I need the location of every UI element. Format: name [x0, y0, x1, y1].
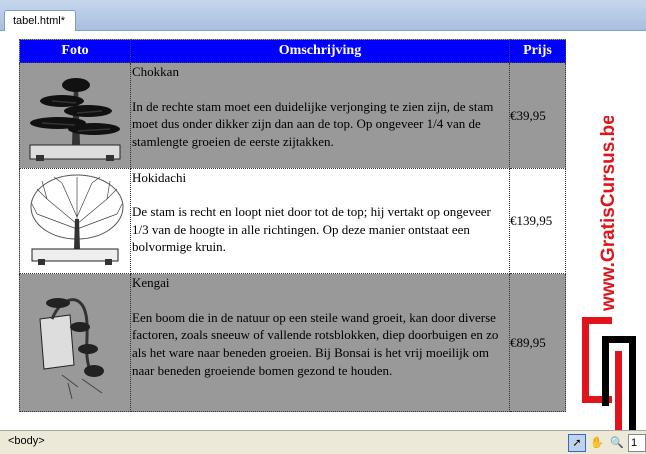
product-price: €89,95	[510, 334, 546, 350]
price-cell[interactable]	[510, 63, 566, 169]
select-tool-icon[interactable]: ➚	[568, 434, 586, 452]
tab-label: tabel.html*	[13, 15, 65, 27]
header-description: Omschrijving	[131, 40, 510, 63]
bonsai-hokidachi-image	[22, 169, 128, 269]
status-tools	[568, 434, 646, 450]
tab-tabel-html[interactable]	[4, 10, 76, 31]
product-description: Een boom die in de natuur op een steile wand groeit, kan door diverse factoren, zoals sneeuw of vallende rotsblokken, diep doorbuigen en zo als het ware naar beneden groeien. Bij Bonsai is het vrij moeilijk om naar beneden groeiende bomen gezond te houden.	[132, 309, 499, 378]
bonsai-chokkan-image	[22, 63, 128, 163]
table-row	[20, 274, 566, 412]
design-view[interactable]	[0, 31, 646, 430]
hand-tool-icon[interactable]: ✋	[590, 437, 604, 449]
logo-text: www.GratisCursus.be	[598, 116, 619, 311]
product-name: Chokkan	[132, 64, 179, 79]
photo-cell[interactable]	[20, 168, 131, 274]
product-table[interactable]	[19, 39, 566, 412]
price-cell[interactable]	[510, 168, 566, 274]
description-cell[interactable]	[131, 63, 510, 169]
header-photo: Foto	[20, 40, 131, 63]
photo-cell[interactable]	[20, 274, 131, 412]
gratiscursus-logo	[578, 116, 638, 441]
product-description: In de rechte stam moet een duidelijke verjonging te zien zijn, de stam moet dus onder dikker zijn dan aan de top. Op ongeveer 1/4 van de stamlengte groeien de eerste zijtakken.	[132, 98, 494, 149]
logo-graphic	[578, 116, 638, 441]
table-row	[20, 168, 566, 274]
bonsai-kengai-image	[22, 275, 128, 405]
document-tabbar	[0, 0, 646, 31]
photo-cell[interactable]	[20, 63, 131, 169]
description-cell[interactable]	[131, 168, 510, 274]
status-bar	[0, 430, 646, 454]
product-name: Kengai	[132, 275, 170, 291]
product-price: €139,95	[510, 213, 553, 229]
product-name: Hokidachi	[132, 169, 187, 185]
zoom-tool-icon[interactable]: 🔍	[610, 437, 624, 449]
product-price: €39,95	[510, 107, 546, 123]
zoom-field[interactable]: 1	[628, 434, 646, 452]
table-header-row	[20, 40, 566, 63]
tag-selector-body[interactable]: <body>	[8, 435, 45, 447]
table-row	[20, 63, 566, 169]
product-description: De stam is recht en loopt niet door tot de top; hij vertakt op ongeveer 1/3 van de hoogte in alle richtingen. Op deze manier ontstaat een bolvormige kruin.	[132, 204, 491, 255]
header-price: Prijs	[510, 40, 566, 63]
description-cell[interactable]	[131, 274, 510, 412]
price-cell[interactable]	[510, 274, 566, 412]
